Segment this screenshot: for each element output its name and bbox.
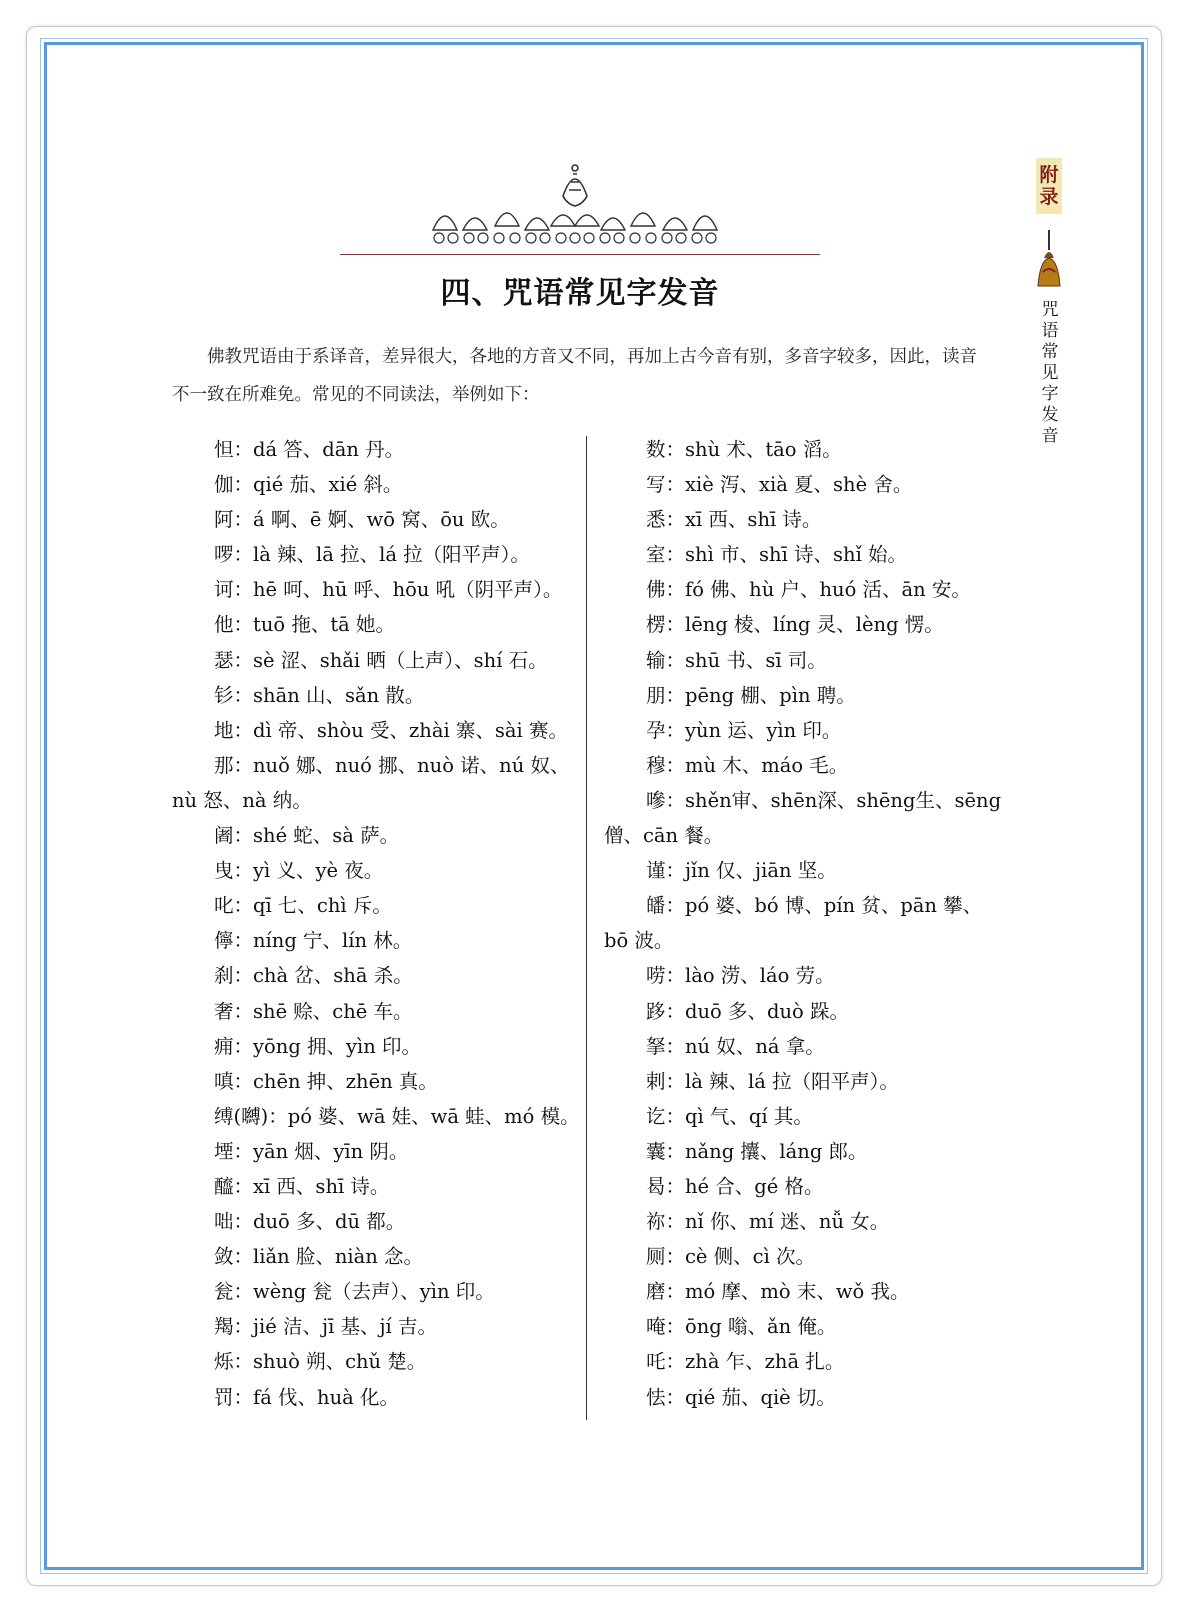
entry-line: 阿：á 啊、ē 婀、wō 窝、ōu 欧。 (214, 508, 510, 532)
entry-line: 敛：liǎn 脸、niàn 念。 (214, 1245, 424, 1269)
entry-line: 曷：hé 合、gé 格。 (646, 1174, 824, 1198)
entry-line: 磨：mó 摩、mò 末、wǒ 我。 (646, 1280, 910, 1304)
appendix-tab: 附录 (1036, 158, 1062, 214)
entry-line: 阇：shé 蛇、sà 萨。 (214, 824, 400, 848)
intro-text: 佛教咒语由于系译音，差异很大，各地的方音又不同，再加上古今音有别，多音字较多，因此，读音不一致在所难免。常见的不同读法，举例如下： (172, 347, 977, 405)
right-column (604, 432, 1004, 1415)
entry-line: 皤：pó 婆、bó 博、pín 贫、pān 攀、 (646, 894, 983, 918)
entry-line: 楞：lēng 棱、líng 灵、lèng 愣。 (646, 613, 944, 637)
entry-line: 讫：qì 气、qí 其。 (646, 1104, 813, 1128)
entry-line: 唠：lào 涝、láo 劳。 (646, 964, 835, 988)
entry-line: 啰：là 辣、lā 拉、lá 拉（阳平声）。 (214, 543, 530, 567)
column-divider (586, 436, 587, 1420)
entry-line: 诃：hē 呵、hū 呼、hōu 吼（阴平声）。 (214, 578, 563, 602)
entry-line: 烁：shuò 朔、chǔ 楚。 (214, 1350, 427, 1374)
side-section-label: 咒语常见字发音 (1041, 300, 1059, 446)
entry-line: 咄：duō 多、dū 都。 (214, 1210, 406, 1234)
entry-line: 写：xiè 泻、xià 夏、shè 舍。 (646, 473, 913, 497)
entry-line: 缚(嚩)：pó 婆、wā 娃、wā 蛙、mó 模。 (214, 1104, 580, 1128)
entry-line: 刹：chà 岔、shā 杀。 (214, 964, 413, 988)
entry-line: 钐：shān 山、sǎn 散。 (214, 683, 425, 707)
entry-line: 痈：yōng 拥、yìn 印。 (214, 1034, 422, 1058)
entry-line: 囊：nǎng 攮、láng 郎。 (646, 1139, 868, 1163)
entry-line: 怛：dá 答、dān 丹。 (214, 438, 405, 461)
entry-line: 数：shù 术、tāo 滔。 (646, 438, 842, 461)
entry-line: nù 怒、nà 纳。 (172, 788, 312, 812)
entry-line: 朋：pēng 棚、pìn 聘。 (646, 683, 856, 707)
entry-line: 室：shì 市、shī 诗、shǐ 始。 (646, 543, 908, 567)
entry-line: 瓮：wèng 瓮（去声）、yìn 印。 (214, 1280, 495, 1304)
entry-line: 谨：jǐn 仅、jiān 坚。 (646, 859, 837, 883)
entry-line: 厕：cè 侧、cì 次。 (646, 1245, 816, 1269)
entry-line: 伽：qié 茄、xié 斜。 (214, 473, 403, 497)
entry-line: 僧、cān 餐。 (604, 824, 724, 848)
entry-line: 输：shū 书、sī 司。 (646, 648, 827, 672)
entry-line: 唵：ōng 嗡、ǎn 俺。 (646, 1315, 837, 1339)
entry-line: 儜：níng 宁、lín 林。 (214, 929, 413, 953)
entry-line: 罚：fá 伐、huà 化。 (214, 1385, 399, 1409)
entry-line: 曳：yì 义、yè 夜。 (214, 859, 384, 883)
entry-line: 他：tuō 拖、tā 她。 (214, 613, 395, 637)
title-rule (340, 254, 820, 255)
entry-line: 吒：zhà 乍、zhā 扎。 (646, 1350, 845, 1374)
entry-line: 地：dì 帝、shòu 受、zhài 寨、sài 赛。 (214, 718, 568, 742)
entry-line: bō 波。 (604, 929, 674, 953)
entry-line: 醯：xī 西、shī 诗。 (214, 1174, 390, 1198)
left-column (172, 432, 580, 1415)
page-title: 四、咒语常见字发音 (440, 276, 720, 311)
entry-line: 嗔：chēn 抻、zhēn 真。 (214, 1069, 438, 1093)
entry-line: 穆：mù 木、máo 毛。 (646, 753, 849, 777)
entry-line: 祢：nǐ 你、mí 迷、nǚ 女。 (646, 1210, 890, 1234)
entry-line: 悉：xī 西、shī 诗。 (646, 508, 822, 532)
entry-line: 瑟：sè 涩、shǎi 晒（上声）、shí 石。 (214, 648, 548, 672)
entry-line: 奢：shē 赊、chē 车。 (214, 999, 413, 1023)
entry-line: 叱：qī 七、chì 斥。 (214, 894, 392, 918)
entry-line: 怯：qié 茄、qiè 切。 (646, 1385, 836, 1409)
entry-line: 拏：nú 奴、ná 拿。 (646, 1034, 825, 1058)
entry-line: 佛：fó 佛、hù 户、huó 活、ān 安。 (646, 578, 971, 602)
entry-line: 嘇：shěn审、shēn深、shēng生、sēng (646, 788, 1002, 812)
entry-line: 孕：yùn 运、yìn 印。 (646, 718, 842, 742)
buddha-figure-icon (1034, 228, 1064, 290)
entry-line: 跢：duō 多、duò 跺。 (646, 999, 849, 1023)
intro-paragraph (172, 338, 992, 414)
stupa-ornament-icon (425, 160, 725, 246)
entry-line: 羯：jié 洁、jī 基、jí 吉。 (214, 1315, 437, 1339)
entry-line: 堙：yān 烟、yīn 阴。 (214, 1139, 409, 1163)
entry-line: 那：nuǒ 娜、nuó 挪、nuò 诺、nú 奴、 (214, 753, 570, 777)
entry-line: 剌：là 辣、lá 拉（阳平声）。 (646, 1069, 899, 1093)
